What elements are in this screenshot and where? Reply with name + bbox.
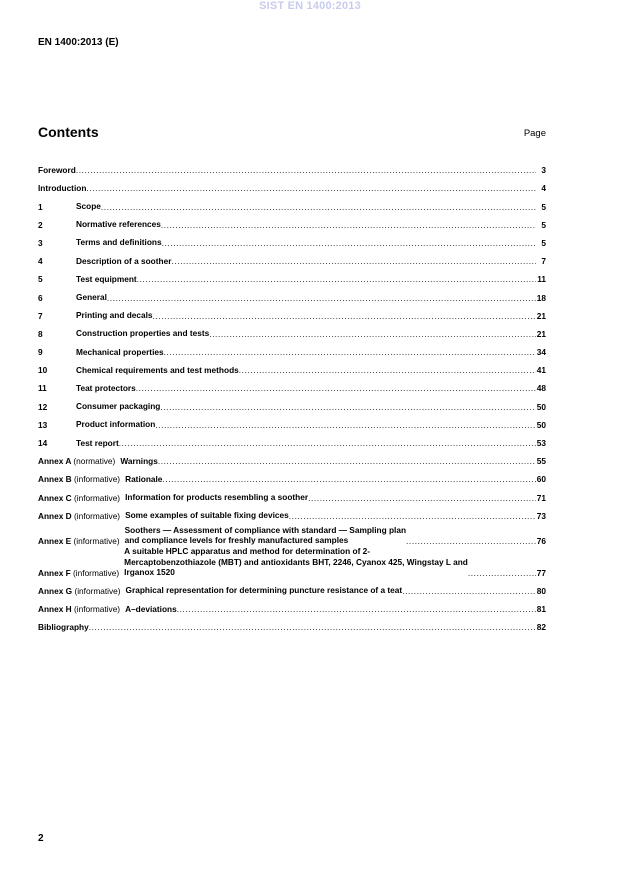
toc-dot-leader: [136, 383, 536, 393]
toc-entry-title: Test report: [76, 437, 119, 448]
toc-entry-title: Graphical representation for determining puncture resistance of a teat: [125, 585, 403, 596]
toc-entry-number: 4: [38, 256, 43, 267]
toc-annex-prefix: [38, 536, 125, 546]
toc-entry-page: 77: [536, 567, 546, 578]
toc-dot-leader: [289, 511, 536, 521]
toc-entry[interactable]: [38, 521, 546, 546]
toc-annex-label: Annex F: [38, 567, 71, 578]
toc-entry-title: Foreword: [38, 164, 76, 175]
toc-dot-leader: [406, 536, 536, 546]
toc-entry-page: 18: [536, 292, 546, 303]
toc-entry-number: 9: [38, 347, 43, 358]
toc-entry[interactable]: [38, 321, 546, 339]
toc-annex-label: Annex A: [38, 456, 72, 467]
toc-dot-leader: [89, 622, 536, 632]
toc-annex-label: Annex D: [38, 510, 72, 521]
toc-dot-leader: [119, 438, 536, 448]
toc-entry-number: 1: [38, 201, 43, 212]
toc-annex-kind: (informative): [74, 585, 121, 596]
toc-entry-title: Some examples of suitable fixing devices: [125, 510, 289, 521]
toc-entry[interactable]: [38, 412, 546, 430]
toc-dot-leader: [308, 493, 536, 503]
toc-entry[interactable]: [38, 175, 546, 193]
toc-entry[interactable]: [38, 546, 546, 578]
document-id: EN 1400:2013 (E): [38, 37, 119, 48]
toc-entry-title: Mechanical properties: [76, 346, 164, 357]
toc-entry-page: 21: [536, 328, 546, 339]
toc-entry-title: Construction properties and tests: [76, 328, 210, 339]
toc-entry-number: 8: [38, 328, 43, 339]
toc-annex-kind: (informative): [73, 510, 121, 521]
toc-entry-title: Product information: [76, 419, 156, 430]
toc-entry-page: 71: [536, 492, 546, 503]
toc-entry-title: Scope: [76, 201, 101, 212]
toc-entry-title: Test equipment: [76, 273, 137, 284]
toc-entry[interactable]: [38, 303, 546, 321]
toc-entry-title: Consumer packaging: [76, 401, 161, 412]
toc-dot-leader: [101, 202, 536, 212]
toc-dot-leader: [158, 456, 536, 466]
toc-dot-leader: [107, 293, 536, 303]
toc-entry-title: Introduction: [38, 182, 87, 193]
toc-entry[interactable]: [38, 466, 546, 484]
table-of-contents: [38, 157, 546, 632]
toc-dot-leader: [155, 420, 536, 430]
toc-dot-leader: [162, 474, 536, 484]
toc-entry[interactable]: [38, 596, 546, 614]
toc-dot-leader: [209, 329, 536, 339]
toc-entry-title: General: [76, 292, 107, 302]
toc-entry-page: 5: [541, 201, 546, 212]
toc-entry-page: 73: [536, 510, 546, 521]
toc-dot-leader: [153, 311, 536, 321]
toc-annex-prefix: [38, 586, 126, 596]
toc-dot-leader: [160, 402, 536, 412]
toc-entry-title: Soothers — Assessment of compliance with standard — Sampling plan and compliance levels for freshly manufactured samples: [124, 524, 407, 546]
toc-entry[interactable]: [38, 230, 546, 248]
toc-entry-page: 4: [541, 183, 546, 194]
toc-entry-page: 82: [536, 622, 546, 633]
toc-entry[interactable]: [38, 248, 546, 266]
toc-entry-number: 3: [38, 237, 43, 248]
toc-dot-leader: [162, 238, 536, 248]
toc-entry-title: Teat protectors: [76, 382, 136, 393]
toc-entry-title: Terms and definitions: [76, 237, 162, 248]
toc-entry-page: 34: [536, 347, 546, 358]
toc-entry[interactable]: [38, 578, 546, 596]
toc-dot-leader: [468, 568, 536, 578]
toc-entry[interactable]: [38, 157, 546, 175]
footer-page-number: 2: [38, 833, 44, 844]
toc-entry[interactable]: [38, 448, 546, 466]
toc-entry[interactable]: [38, 430, 546, 448]
toc-entry[interactable]: [38, 193, 546, 211]
toc-entry-page: 81: [536, 604, 546, 615]
toc-entry-number: 11: [38, 383, 47, 394]
toc-annex-label: Annex E: [38, 535, 72, 546]
toc-annex-prefix: [38, 604, 125, 614]
toc-entry-page: 21: [536, 310, 546, 321]
toc-dot-leader: [137, 274, 536, 284]
toc-dot-leader: [86, 183, 536, 193]
toc-dot-leader: [177, 604, 536, 614]
toc-entry-title: A suitable HPLC apparatus and method for determination of 2- Mercaptobenzothiazole (MBT) and antioxidants BHT, 2246, Cyanox 425, Wingstay L and Irganox 1520: [124, 546, 468, 578]
toc-annex-label: Annex B: [38, 474, 72, 485]
toc-entry-page: 3: [541, 165, 546, 176]
toc-entry-number: 10: [38, 365, 48, 376]
toc-annex-label: Annex C: [38, 492, 72, 503]
toc-entry[interactable]: [38, 503, 546, 521]
watermark: SIST EN 1400:2013: [259, 0, 361, 12]
toc-entry-page: 55: [536, 456, 546, 467]
toc-entry-number: 12: [38, 401, 48, 412]
contents-heading: Contents: [38, 124, 99, 140]
toc-entry-title: A–deviations: [125, 603, 177, 614]
toc-entry-page: 7: [541, 256, 546, 267]
toc-entry-number: 5: [38, 274, 43, 285]
toc-dot-leader: [171, 256, 536, 266]
toc-annex-prefix: [38, 474, 125, 484]
toc-annex-kind: (informative): [73, 604, 121, 615]
toc-dot-leader: [402, 586, 536, 596]
toc-dot-leader: [164, 347, 536, 357]
toc-annex-kind: (informative): [73, 492, 121, 503]
toc-entry-page: 50: [536, 401, 546, 412]
toc-annex-kind: (informative): [73, 567, 120, 578]
toc-entry-number: 13: [38, 419, 48, 430]
toc-entry-page: 48: [536, 383, 546, 394]
toc-entry-page: 53: [536, 438, 546, 448]
toc-entry[interactable]: [38, 212, 546, 230]
toc-annex-label: Annex H: [38, 604, 72, 615]
toc-annex-kind: (informative): [73, 535, 120, 546]
toc-entry-title: Description of a soother: [76, 255, 172, 266]
toc-entry-page: 11: [537, 274, 546, 285]
toc-entry[interactable]: [38, 484, 546, 502]
toc-entry[interactable]: [38, 393, 546, 411]
toc-entry-page: 60: [536, 474, 546, 485]
toc-annex-label: Annex G: [38, 585, 73, 596]
toc-entry-title: Chemical requirements and test methods: [76, 364, 239, 375]
toc-entry[interactable]: [38, 339, 546, 357]
toc-entry[interactable]: [38, 357, 546, 375]
toc-entry-page: 50: [536, 419, 546, 430]
toc-entry-title: Warnings: [120, 455, 158, 466]
toc-entry-page: 80: [536, 585, 546, 596]
toc-dot-leader: [161, 220, 536, 230]
toc-entry-page: 76: [536, 535, 546, 546]
toc-annex-prefix: [38, 456, 120, 466]
toc-entry-number: 2: [38, 219, 43, 230]
page-column-label: Page: [523, 128, 546, 139]
toc-entry-page: 5: [541, 219, 546, 230]
toc-dot-leader: [76, 165, 536, 175]
toc-entry[interactable]: [38, 375, 546, 393]
toc-entry-title: Information for products resembling a soother: [125, 492, 309, 503]
toc-annex-prefix: [38, 568, 124, 578]
toc-entry-number: 6: [38, 292, 43, 303]
toc-entry[interactable]: [38, 614, 546, 632]
toc-entry-title: Rationale: [125, 473, 163, 484]
toc-entry-title: Normative references: [76, 219, 161, 230]
toc-annex-prefix: [38, 493, 125, 503]
toc-entry-title: Bibliography: [38, 621, 89, 632]
toc-annex-kind: (informative): [73, 474, 121, 485]
toc-annex-kind: (normative): [73, 456, 116, 467]
toc-entry-page: 41: [536, 365, 546, 376]
toc-entry[interactable]: [38, 266, 546, 284]
toc-entry-number: 7: [38, 310, 43, 321]
toc-entry[interactable]: [38, 284, 546, 302]
toc-dot-leader: [239, 365, 536, 375]
toc-entry-page: 5: [541, 237, 546, 248]
toc-entry-number: 14: [38, 438, 48, 448]
toc-annex-prefix: [38, 511, 125, 521]
toc-entry-title: Printing and decals: [76, 310, 153, 321]
